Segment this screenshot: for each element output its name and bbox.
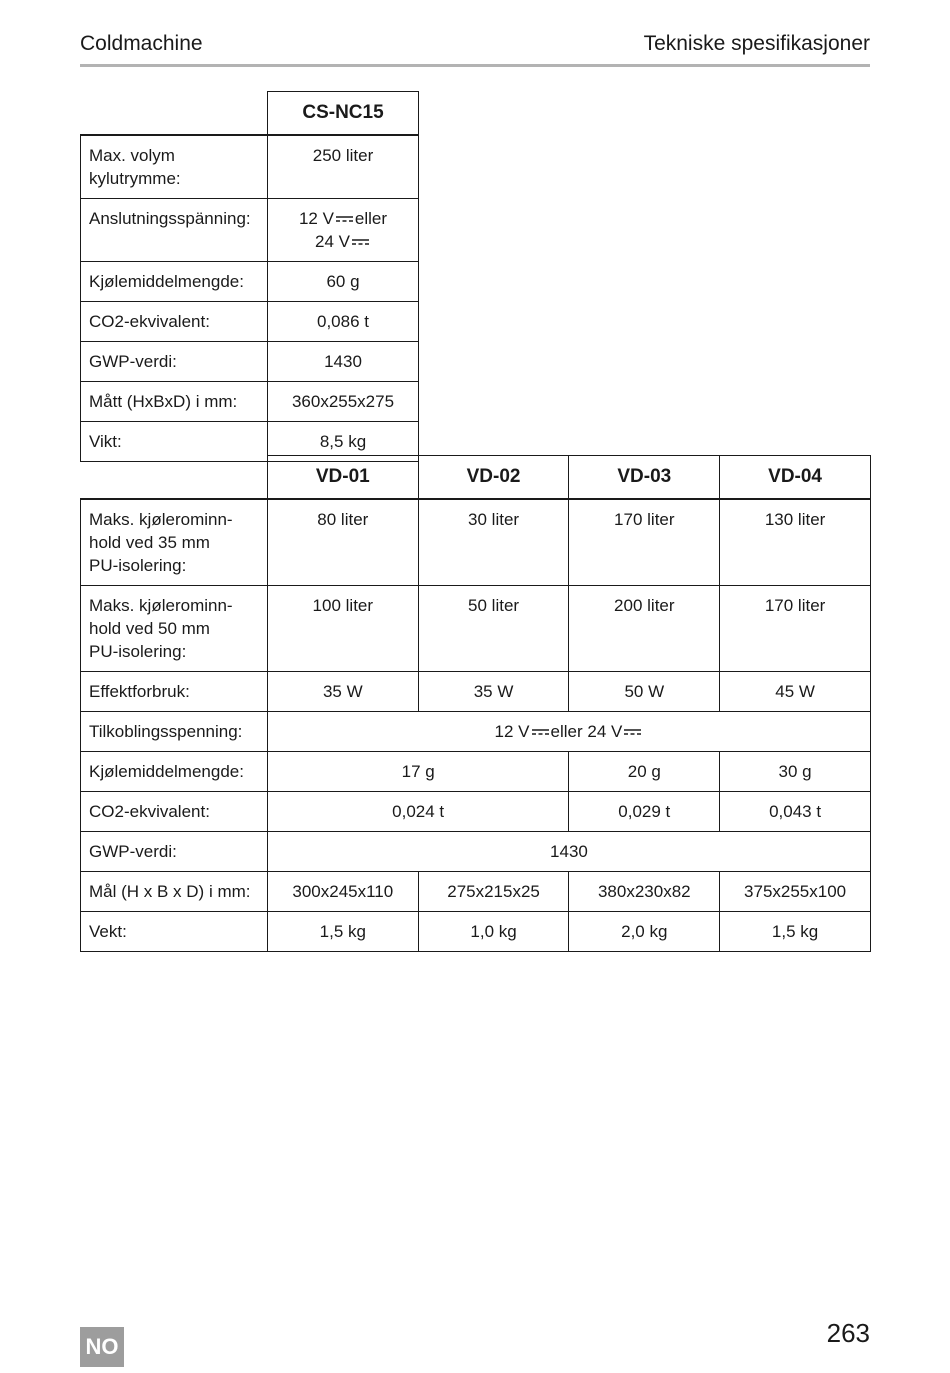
- row-label: Effektforbruk:: [81, 672, 268, 712]
- row-label: CO2-ekvivalent:: [81, 302, 268, 342]
- model-header: CS-NC15: [268, 92, 419, 136]
- table-row: [81, 262, 419, 302]
- row-value: 50 liter: [418, 586, 569, 672]
- header-empty-cell: [81, 92, 268, 136]
- spec-table-vd-series: [80, 455, 871, 952]
- row-value: 130 liter: [720, 499, 871, 586]
- row-value: 50 W: [569, 672, 720, 712]
- dc-voltage-icon: [624, 729, 641, 735]
- table-row: [81, 752, 871, 792]
- table-row: [81, 912, 871, 952]
- row-value: 375x255x100: [720, 872, 871, 912]
- row-label: CO2-ekvivalent:: [81, 792, 268, 832]
- table-row: [81, 382, 419, 422]
- table-row: [81, 199, 419, 262]
- row-value: 1,0 kg: [418, 912, 569, 952]
- row-value: 60 g: [268, 262, 419, 302]
- row-label: Mål (H x B x D) i mm:: [81, 872, 268, 912]
- language-badge: NO: [80, 1327, 124, 1367]
- row-label: Anslutningsspänning:: [81, 199, 268, 262]
- header-section-title: Tekniske spesifikasjoner: [643, 32, 870, 55]
- table-header-row: [81, 92, 419, 136]
- page-header: [80, 30, 870, 67]
- row-value: 0,043 t: [720, 792, 871, 832]
- table-row: [81, 499, 871, 586]
- row-value: 2,0 kg: [569, 912, 720, 952]
- row-label: Tilkoblingsspenning:: [81, 712, 268, 752]
- table-row: [81, 342, 419, 382]
- row-value: 275x215x25: [418, 872, 569, 912]
- table-row: [81, 792, 871, 832]
- row-value: 12 V eller 24 V: [267, 712, 870, 752]
- table-row: [81, 586, 871, 672]
- row-value: 0,086 t: [268, 302, 419, 342]
- table-row: [81, 712, 871, 752]
- table-row: [81, 832, 871, 872]
- header-brand: Coldmachine: [80, 32, 203, 55]
- dc-voltage-icon: [352, 239, 369, 245]
- page-number: 263: [826, 1318, 870, 1348]
- row-label: Max. volym kylutrymme:: [81, 135, 268, 199]
- row-value: 170 liter: [720, 586, 871, 672]
- header-empty-cell: [81, 456, 268, 500]
- row-value: 1430: [268, 342, 419, 382]
- row-value: 80 liter: [267, 499, 418, 586]
- row-value: 35 W: [418, 672, 569, 712]
- row-value: 0,029 t: [569, 792, 720, 832]
- row-label: Vikt:: [81, 422, 268, 462]
- row-label: Vekt:: [81, 912, 268, 952]
- row-label: Maks. kjølerominn- hold ved 35 mm PU-isolering:: [81, 499, 268, 586]
- dc-voltage-icon: [336, 216, 353, 222]
- table-row: [81, 672, 871, 712]
- row-value: 1,5 kg: [267, 912, 418, 952]
- row-label: Kjølemiddelmengde:: [81, 752, 268, 792]
- row-value: 8,5 kg: [268, 422, 419, 462]
- table-header-row: [81, 456, 871, 500]
- table-row: [81, 302, 419, 342]
- row-value: 360x255x275: [268, 382, 419, 422]
- row-value: 170 liter: [569, 499, 720, 586]
- table-row: [81, 872, 871, 912]
- row-value: 0,024 t: [267, 792, 569, 832]
- row-value: 200 liter: [569, 586, 720, 672]
- row-label: Kjølemiddelmengde:: [81, 262, 268, 302]
- model-header: VD-01: [267, 456, 418, 500]
- row-value: 30 g: [720, 752, 871, 792]
- row-label: Mått (HxBxD) i mm:: [81, 382, 268, 422]
- table-row: [81, 135, 419, 199]
- dc-voltage-icon: [532, 729, 549, 735]
- row-value: 12 V eller 24 V: [268, 199, 419, 262]
- row-value: 1430: [267, 832, 870, 872]
- row-value: 30 liter: [418, 499, 569, 586]
- row-label: Maks. kjølerominn- hold ved 50 mm PU-isolering:: [81, 586, 268, 672]
- row-label: GWP-verdi:: [81, 832, 268, 872]
- row-value: 20 g: [569, 752, 720, 792]
- row-value: 1,5 kg: [720, 912, 871, 952]
- spec-table-cs-nc15: [80, 91, 419, 462]
- row-value: 250 liter: [268, 135, 419, 199]
- model-header: VD-03: [569, 456, 720, 500]
- model-header: VD-02: [418, 456, 569, 500]
- row-value: 380x230x82: [569, 872, 720, 912]
- row-value: 100 liter: [267, 586, 418, 672]
- row-value: 17 g: [267, 752, 569, 792]
- model-header: VD-04: [720, 456, 871, 500]
- row-label: GWP-verdi:: [81, 342, 268, 382]
- row-value: 45 W: [720, 672, 871, 712]
- row-value: 35 W: [267, 672, 418, 712]
- row-value: 300x245x110: [267, 872, 418, 912]
